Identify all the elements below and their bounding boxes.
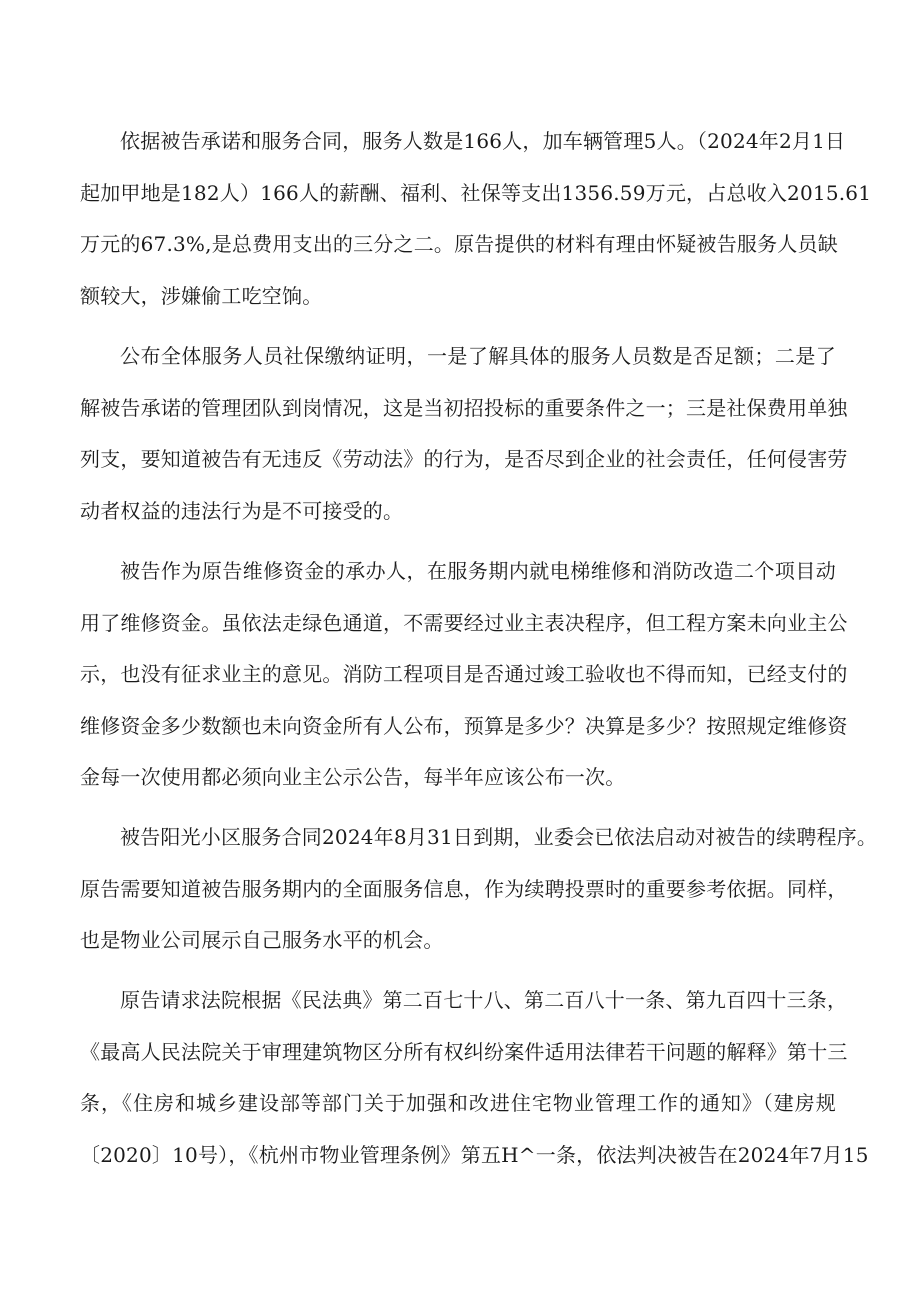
paragraph-line: 解被告承诺的管理团队到岗情况，这是当初招投标的重要条件之一；三是社保费用单独 [80, 395, 848, 420]
paragraph-line: 《最高人民法院关于审理建筑物区分所有权纠纷案件适用法律若干问题的解释》第十三 [80, 1039, 848, 1064]
paragraph-line: 被告阳光小区服务合同2024年8月31日到期，业委会已依法启动对被告的续聘程序。 [120, 825, 878, 849]
paragraph-contract-renewal [80, 812, 878, 967]
paragraph-line: 被告作为原告维修资金的承办人，在服务期内就电梯维修和消防改造二个项目动 [120, 559, 836, 583]
paragraph-line: 公布全体服务人员社保缴纳证明，一是了解具体的服务人员数是否足额；二是了 [120, 344, 836, 368]
paragraph-line: 额较大，涉嫌偷工吃空饷。 [80, 283, 323, 308]
paragraph-line: 依据被告承诺和服务合同，服务人数是166人，加车辆管理5人。（2024年2月1日 [120, 129, 846, 153]
paragraph-line: 金每一次使用都必须向业主公示公告，每半年应该公布一次。 [80, 765, 626, 789]
paragraph-line: 万元的67.3%,是总费用支出的三分之二。原告提供的材料有理由怀疑被告服务人员缺 [80, 232, 838, 256]
paragraph-line: 起加甲地是182人）166人的薪酬、福利、社保等支出1356.59万元，占总收入2015.61 [80, 180, 872, 205]
paragraph-line: 动者权益的违法行为是不可接受的。 [80, 498, 404, 523]
paragraph-line: 原告需要知道被告服务期内的全面服务信息，作为续聘投票时的重要参考依据。同样， [80, 876, 848, 901]
paragraph-line: 维修资金多少数额也未向资金所有人公布，预算是多少？决算是多少？按照规定维修资 [80, 713, 848, 738]
paragraph-line: 原告请求法院根据《民法典》第二百七十八、第二百八十一条、第九百四十三条， [120, 988, 848, 1012]
paragraph-staffing-costs [80, 116, 872, 322]
paragraph-social-insurance [80, 331, 848, 537]
paragraph-maintenance-fund [80, 546, 848, 804]
paragraph-line: 〔2020〕10号），《杭州市物业管理条例》第五H^一条，依法判决被告在2024年7月15 [80, 1142, 869, 1167]
paragraph-line: 示，也没有征求业主的意见。消防工程项目是否通过竣工验收也不得而知，已经支付的 [80, 662, 848, 686]
paragraph-legal-request [80, 975, 869, 1181]
paragraph-line: 用了维修资金。虽依法走绿色通道，不需要经过业主表决程序，但工程方案未向业主公 [80, 610, 848, 635]
paragraph-line: 列支，要知道被告有无违反《劳动法》的行为，是否尽到企业的社会责任，任何侵害劳 [80, 447, 848, 471]
paragraph-line: 条，《住房和城乡建设部等部门关于加强和改进住宅物业管理工作的通知》（建房规 [80, 1091, 836, 1115]
paragraph-line: 也是物业公司展示自己服务水平的机会。 [80, 928, 444, 952]
